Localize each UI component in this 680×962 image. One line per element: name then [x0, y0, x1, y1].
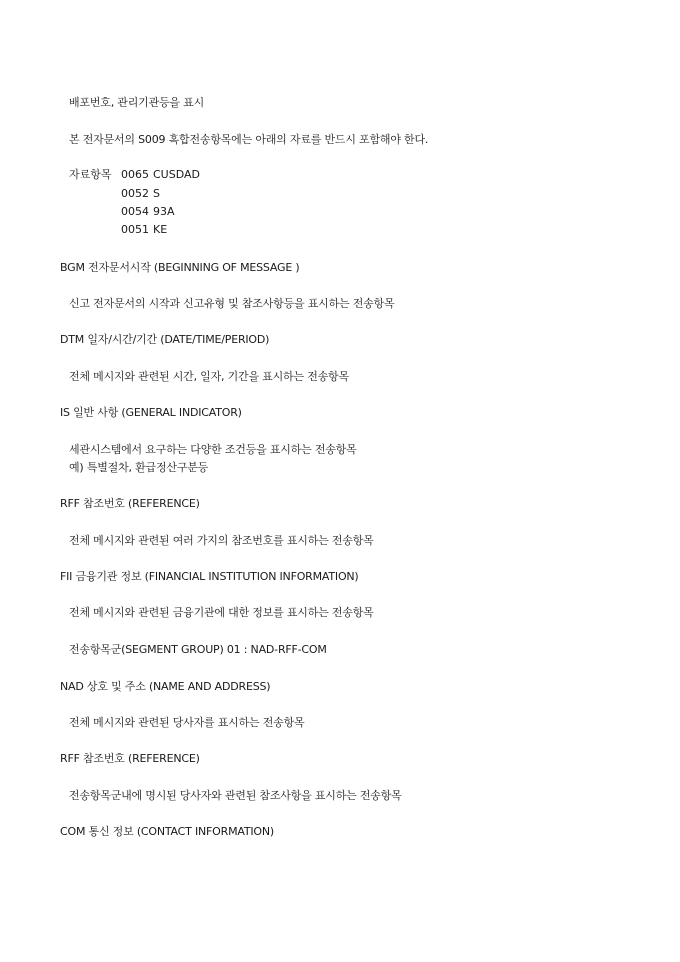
heading-is: IS 일반 사항 (GENERAL INDICATOR) [60, 406, 242, 419]
code-row [0, 205, 680, 219]
text-is-desc: 세관시스템에서 요구하는 다양한 조건등을 표시하는 전송항목 [69, 443, 357, 456]
text-rff-desc: 전체 메시지와 관련된 여러 가지의 참조번호를 표시하는 전송항목 [69, 534, 374, 547]
heading-fii: FII 금융기관 정보 (FINANCIAL INSTITUTION INFORMATION) [60, 570, 359, 583]
code-value: 93A [153, 205, 175, 218]
code-number: 0054 [121, 205, 149, 218]
text-fii-desc: 전체 메시지와 관련된 금융기관에 대한 정보를 표시하는 전송항목 [69, 606, 374, 619]
text-distribution-number: 배포번호, 관리기관등을 표시 [69, 96, 205, 109]
code-number: 0051 [121, 223, 149, 236]
code-value: S [153, 187, 160, 200]
text-bgm-desc: 신고 전자문서의 시작과 신고유형 및 참조사항등을 표시하는 전송항목 [69, 297, 395, 310]
code-row [0, 187, 680, 201]
text-segment-group: 전송항목군(SEGMENT GROUP) 01 : NAD-RFF-COM [69, 643, 327, 656]
text-rff-desc: 전송항목군내에 명시된 당사자와 관련된 참조사항을 표시하는 전송항목 [69, 789, 402, 802]
heading-com: COM 통신 정보 (CONTACT INFORMATION) [60, 825, 274, 838]
code-row [0, 168, 680, 182]
text-s009-requirement: 본 전자문서의 S009 혹합전송항목에는 아래의 자료를 반드시 포함해야 한다. [69, 133, 429, 146]
code-number: 0065 [121, 168, 149, 181]
heading-rff: RFF 참조번호 (REFERENCE) [60, 497, 200, 510]
code-number: 0052 [121, 187, 149, 200]
heading-nad: NAD 상호 및 주소 (NAME AND ADDRESS) [60, 680, 271, 693]
heading-bgm: BGM 전자문서시작 (BEGINNING OF MESSAGE ) [60, 261, 300, 274]
text-dtm-desc: 전체 메시지와 관련된 시간, 일자, 기간을 표시하는 전송항목 [69, 370, 349, 383]
heading-rff: RFF 참조번호 (REFERENCE) [60, 752, 200, 765]
text-is-example: 예) 특별절차, 환급정산구분등 [69, 461, 209, 474]
code-value: CUSDAD [153, 168, 200, 181]
heading-dtm: DTM 일자/시간/기간 (DATE/TIME/PERIOD) [60, 333, 270, 346]
text-nad-desc: 전체 메시지와 관련된 당사자를 표시하는 전송항목 [69, 716, 305, 729]
code-value: KE [153, 223, 168, 236]
code-row [0, 223, 680, 237]
code-label: 자료항목 [69, 168, 112, 181]
